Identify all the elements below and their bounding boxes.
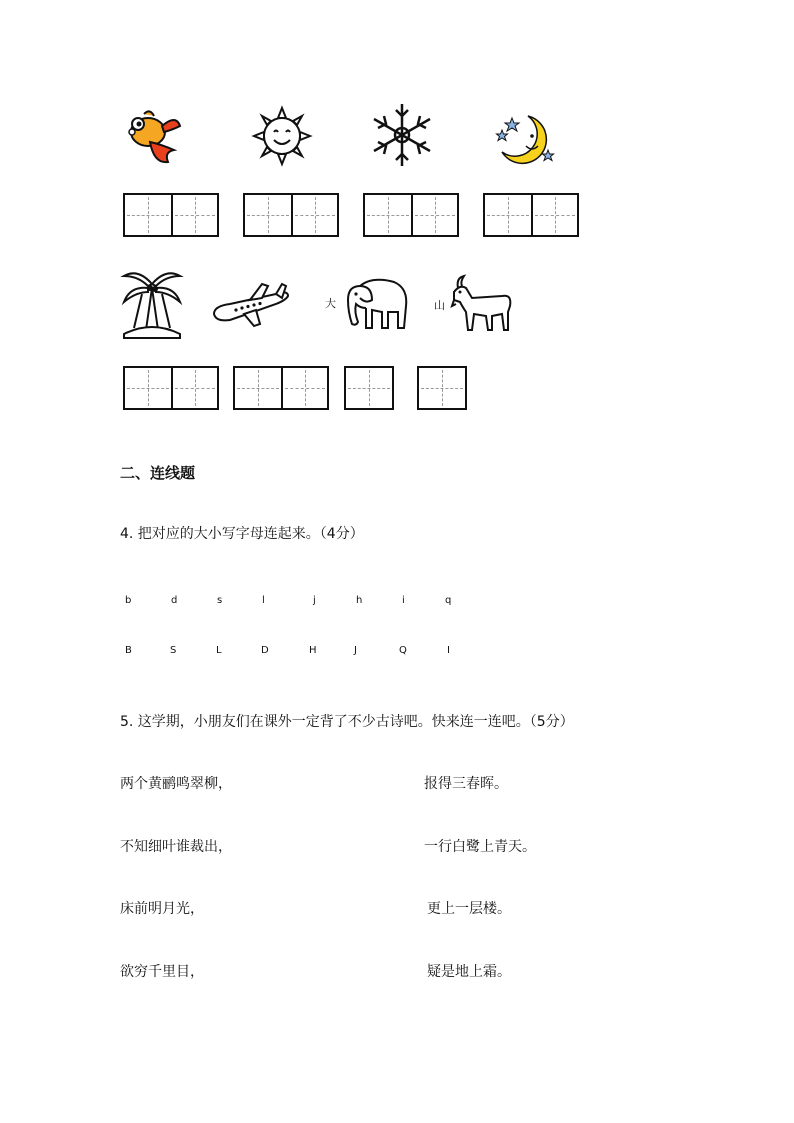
sun-icon bbox=[250, 104, 314, 168]
lowercase-letter[interactable]: l bbox=[262, 595, 265, 606]
uppercase-letter[interactable]: H bbox=[309, 645, 317, 656]
lowercase-letter[interactable]: i bbox=[402, 595, 405, 606]
goat-prefix: 山 bbox=[434, 299, 445, 312]
lowercase-letter[interactable]: s bbox=[217, 595, 223, 606]
writing-grid[interactable] bbox=[233, 366, 329, 410]
uppercase-letter[interactable]: B bbox=[125, 645, 132, 656]
uppercase-letter[interactable]: S bbox=[170, 645, 177, 656]
question-4-text: 4. 把对应的大小写字母连起来。（4分） bbox=[120, 526, 364, 542]
poem-line-right[interactable]: 疑是地上霜。 bbox=[427, 964, 511, 980]
moon-and-stars-icon bbox=[494, 112, 556, 168]
lowercase-letter[interactable]: q bbox=[445, 595, 452, 606]
coconut-trees-icon bbox=[118, 264, 186, 340]
lowercase-letter[interactable]: h bbox=[356, 595, 363, 606]
poem-line-left[interactable]: 不知细叶谁裁出， bbox=[120, 839, 232, 855]
poem-line-left[interactable]: 两个黄鹂鸣翠柳， bbox=[120, 776, 232, 792]
question-5-text: 5. 这学期，小朋友们在课外一定背了不少古诗吧。快来连一连吧。（5分） bbox=[120, 714, 574, 730]
snowflake-icon bbox=[366, 100, 438, 170]
uppercase-letter[interactable]: Q bbox=[399, 645, 407, 656]
lowercase-letter[interactable]: j bbox=[313, 595, 316, 606]
lowercase-letter[interactable]: d bbox=[171, 595, 178, 606]
poem-line-right[interactable]: 更上一层楼。 bbox=[427, 901, 511, 917]
writing-grid[interactable] bbox=[344, 366, 394, 410]
uppercase-letter[interactable]: J bbox=[354, 645, 357, 656]
writing-grid[interactable] bbox=[123, 366, 219, 410]
poem-line-right[interactable]: 报得三春晖。 bbox=[424, 776, 508, 792]
poem-line-left[interactable]: 欲穷千里目， bbox=[120, 964, 204, 980]
poem-line-left[interactable]: 床前明月光， bbox=[120, 901, 204, 917]
goat-icon bbox=[446, 272, 516, 334]
poem-line-right[interactable]: 一行白鹭上青天。 bbox=[424, 839, 536, 855]
writing-grid[interactable] bbox=[243, 193, 339, 237]
elephant-prefix: 大 bbox=[325, 297, 336, 310]
uppercase-letter[interactable]: D bbox=[261, 645, 269, 656]
lowercase-letter[interactable]: b bbox=[125, 595, 132, 606]
writing-grid[interactable] bbox=[483, 193, 579, 237]
goldfish-icon bbox=[124, 104, 186, 168]
section-heading: 二、连线题 bbox=[120, 464, 196, 482]
writing-grid[interactable] bbox=[417, 366, 467, 410]
writing-grid[interactable] bbox=[363, 193, 459, 237]
uppercase-letter[interactable]: I bbox=[447, 645, 450, 656]
writing-grid[interactable] bbox=[123, 193, 219, 237]
uppercase-letter[interactable]: L bbox=[216, 645, 222, 656]
airplane-icon bbox=[210, 280, 292, 328]
elephant-icon bbox=[342, 272, 410, 332]
